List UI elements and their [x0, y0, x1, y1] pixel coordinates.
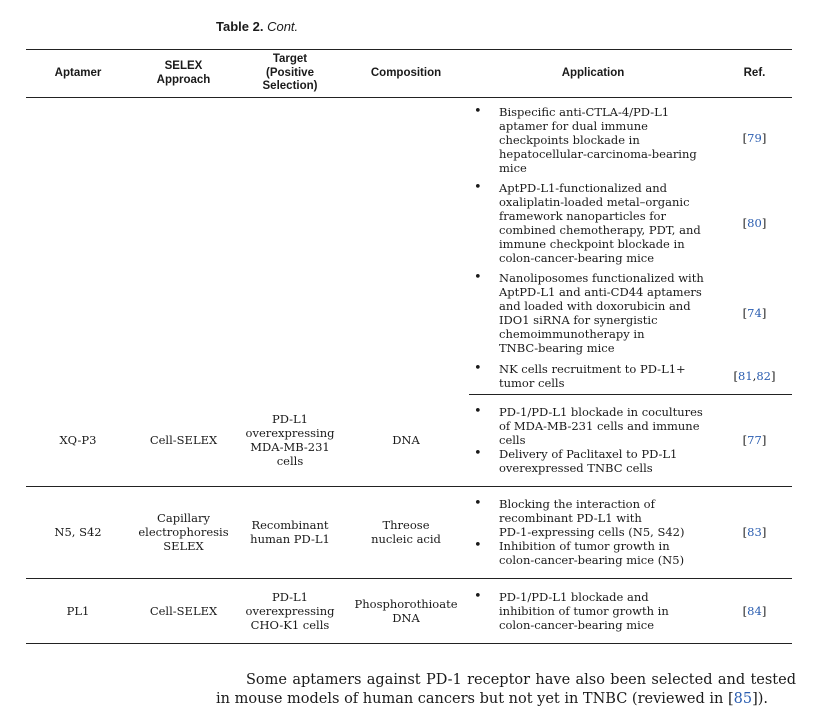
text-line: combined chemotherapy, PDT, and	[499, 223, 701, 237]
text-line: cells	[499, 433, 526, 448]
text-line: nucleic acid	[371, 532, 441, 546]
cell-target	[237, 395, 343, 487]
text-line: hepatocellular-carcinoma-bearing	[499, 147, 697, 161]
text-line: overexpressed TNBC cells	[499, 461, 653, 476]
text-line: Threose	[382, 518, 430, 532]
header-target	[237, 50, 343, 98]
table-row	[26, 486, 792, 578]
text-line: of MDA-MB-231 cells and immune	[499, 419, 700, 434]
text-line: human PD-L1	[250, 532, 330, 546]
cell-ref: [83]	[717, 486, 792, 578]
header-target-line: Target	[272, 53, 308, 66]
text-line: aptamer for dual immune	[499, 119, 648, 133]
cell-ref: [74]	[742, 306, 767, 320]
body-paragraph	[216, 671, 796, 709]
text-line: Capillary	[157, 511, 210, 525]
text-line: IDO1 siRNA for synergistic	[499, 313, 658, 327]
text-line: Phosphorothioate	[354, 596, 458, 611]
cell-selex	[130, 486, 237, 578]
text-line: • NK cells recruitment to PD-L1+	[499, 362, 686, 376]
application-bullet	[469, 590, 717, 632]
text-line: framework nanoparticles for	[499, 209, 666, 223]
text-line: cells	[276, 454, 304, 468]
ref-link[interactable]: 81	[738, 369, 753, 383]
cell-application	[469, 268, 717, 358]
paragraph-tail: ]).	[752, 691, 769, 707]
application-bullet	[469, 362, 717, 390]
application-bullet	[469, 497, 717, 539]
text-line: oxaliplatin-loaded metal–organic	[499, 195, 690, 209]
cell-aptamer: XQ-P3	[26, 395, 130, 487]
cell-composition	[343, 578, 469, 643]
application-bullet	[469, 181, 717, 265]
ref-link[interactable]: 79	[747, 131, 762, 145]
application-bullet	[469, 105, 717, 175]
text-line: overexpressing	[245, 603, 335, 618]
caption-label: Table 2.	[216, 19, 264, 34]
cell-application	[469, 358, 717, 395]
text-line: and loaded with doxorubicin and	[499, 299, 691, 313]
text-line: MDA-MB-231	[250, 440, 330, 454]
text-line: PD-L1	[271, 412, 308, 426]
cell-ref: [84]	[717, 578, 792, 643]
cell-application	[469, 395, 717, 487]
text-line: PD-1-expressing cells (N5, S42)	[499, 525, 685, 539]
cell-application	[469, 98, 717, 179]
cell-target	[237, 98, 343, 395]
text-line: inhibition of tumor growth in	[499, 603, 669, 618]
text-line: • Blocking the interaction of	[499, 497, 655, 511]
ref-link[interactable]: 84	[747, 603, 762, 618]
ref-link[interactable]: 82	[756, 369, 771, 383]
text-line: mice	[499, 161, 527, 175]
header-selex-line: SELEX	[164, 60, 203, 72]
cell-application	[469, 486, 717, 578]
text-line: TNBC-bearing mice	[499, 341, 615, 355]
text-line: colon-cancer-bearing mice	[499, 251, 655, 265]
text-line: colon-cancer-bearing mice	[499, 617, 655, 632]
application-bullet	[469, 539, 717, 567]
cell-ref: [81,82]	[717, 358, 792, 395]
ref-link[interactable]: 85	[733, 691, 753, 707]
cell-target	[237, 486, 343, 578]
text-line: • Delivery of Paclitaxel to PD-L1	[499, 447, 678, 462]
application-bullet	[469, 447, 717, 475]
header-selex-line: Approach	[156, 73, 211, 86]
cell-selex	[130, 98, 237, 395]
paragraph-text: Some aptamers against PD-1 receptor have also been selected and tested in mouse models of human cancers but not yet in TNBC (reviewed in [	[216, 672, 796, 707]
header-aptamer: Aptamer	[26, 50, 130, 98]
text-line: • AptPD-L1-functionalized and	[499, 181, 668, 195]
text-line: Recombinant	[251, 518, 329, 532]
text-line: • Nanoliposomes functionalized with	[499, 271, 704, 285]
text-line: DNA	[392, 610, 420, 625]
cell-target	[237, 578, 343, 643]
header-application: Application	[469, 50, 717, 98]
cell-ref: [79]	[742, 131, 767, 145]
cell-composition	[343, 486, 469, 578]
cell-aptamer: N5, S42	[26, 486, 130, 578]
ref-link[interactable]: 77	[747, 433, 762, 448]
table-caption	[216, 19, 298, 34]
cell-aptamer: PL1	[26, 578, 130, 643]
text-line: chemoimmunotherapy in	[499, 327, 645, 341]
text-line: immune checkpoint blockade in	[499, 237, 685, 251]
cell-composition: DNA	[343, 395, 469, 487]
ref-link[interactable]: 74	[747, 306, 762, 320]
caption-cont: Cont.	[267, 19, 299, 34]
header-target-line: Selection)	[262, 80, 318, 93]
text-line: • PD-1/PD-L1 blockade in cocultures	[499, 405, 703, 420]
text-line: • Inhibition of tumor growth in	[499, 539, 670, 553]
header-composition: Composition	[343, 50, 469, 98]
text-line: electrophoresis	[138, 525, 229, 539]
header-selex	[130, 50, 237, 98]
text-line: colon-cancer-bearing mice (N5)	[499, 553, 685, 567]
table-row	[26, 98, 792, 179]
table-row	[26, 395, 792, 487]
text-line: CHO-K1 cells	[250, 617, 330, 632]
cell-ref: [77]	[717, 395, 792, 487]
header-ref: Ref.	[717, 50, 792, 98]
text-line: PD-L1	[271, 589, 308, 604]
text-line: recombinant PD-L1 with	[499, 511, 642, 525]
table-row	[26, 578, 792, 643]
ref-link[interactable]: 80	[747, 216, 762, 230]
text-line: SELEX	[163, 539, 204, 553]
application-bullet	[469, 405, 717, 447]
cell-ref: [80]	[742, 216, 767, 230]
text-line: overexpressing	[245, 426, 335, 440]
header-row	[26, 50, 792, 98]
aptamer-table	[26, 49, 792, 644]
application-bullet	[469, 271, 717, 355]
cell-aptamer	[26, 98, 130, 395]
cell-application	[469, 178, 717, 268]
text-line: • Bispecific anti-CTLA-4/PD-L1	[499, 105, 670, 119]
cell-selex: Cell-SELEX	[130, 578, 237, 643]
text-line: tumor cells	[499, 376, 565, 390]
text-line: AptPD-L1 and anti-CD44 aptamers	[499, 285, 702, 299]
text-line: checkpoints blockade in	[499, 133, 640, 147]
cell-composition	[343, 98, 469, 395]
header-target-line: (Positive	[266, 66, 314, 79]
cell-application	[469, 578, 717, 643]
ref-link[interactable]: 83	[747, 525, 762, 539]
cell-selex: Cell-SELEX	[130, 395, 237, 487]
text-line: • PD-1/PD-L1 blockade and	[499, 589, 649, 604]
